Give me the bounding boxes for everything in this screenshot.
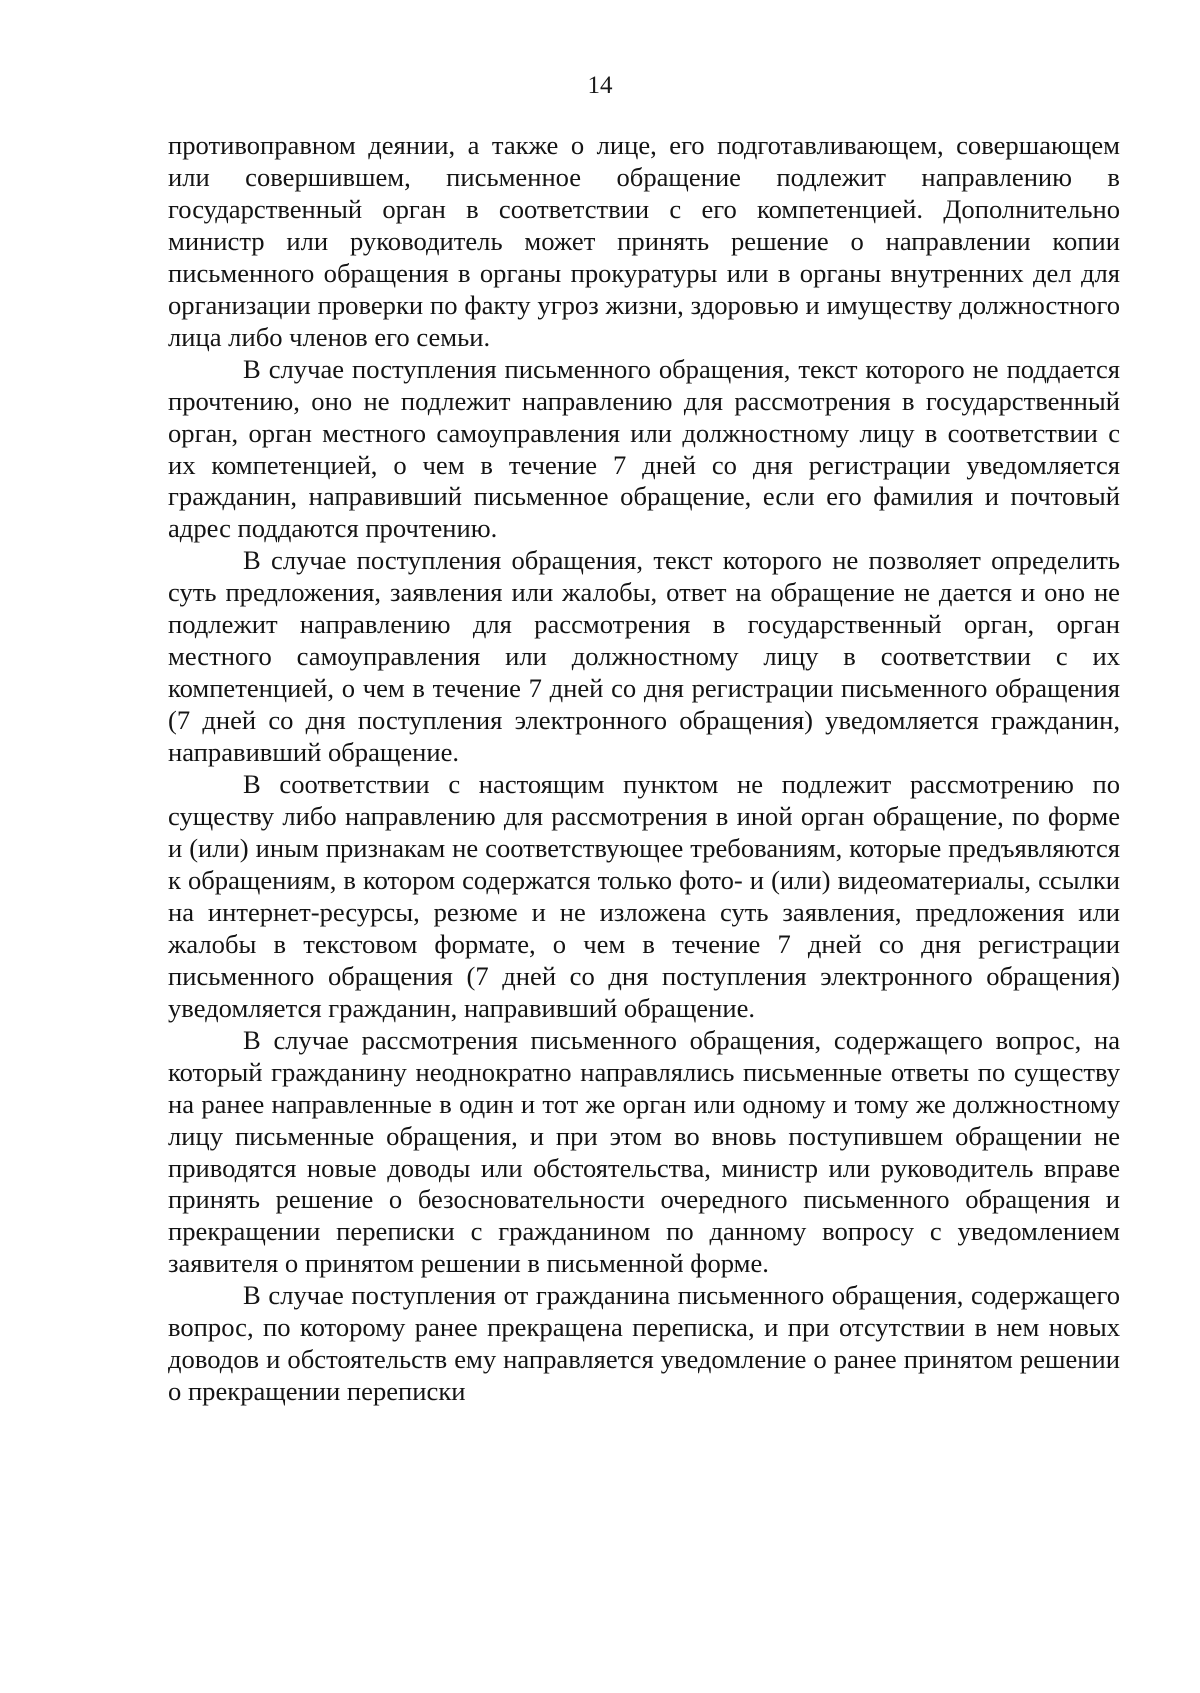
paragraph-unreadable-text: В случае поступления письменного обращения, текст которого не поддается прочтению, оно не подлежит направлению для рассмотрения в государственный орган, орган местного самоуправления или должностному лицу в соответствии с их компетенцией, о чем в течение 7 дней со дня регистрации уведомляется гражданин, направивший письменное обращение, если его фамилия и почтовый адрес поддаются прочтению. [168, 353, 1120, 544]
document-body [168, 130, 1120, 1408]
paragraph-continued: противоправном деянии, а также о лице, его подготавливающем, совершающем или совершившем, письменное обращение подлежит направлению в государственный орган в соответствии с его компетенцией. Дополнительно министр или руководитель может принять решение о направлении копии письменного обращения в органы прокуратуры или в органы внутренних дел для организации проверки по факту угроз жизни, здоровью и имуществу должностного лица либо членов его семьи. [168, 130, 1120, 352]
paragraph-terminated-correspondence: В случае поступления от гражданина письменного обращения, содержащего вопрос, по которому ранее прекращена переписка, и при отсутствии в нем новых доводов и обстоятельств ему направляется уведомление о ранее принятом решении о прекращении переписки [168, 1280, 1120, 1407]
paragraph-repeated-appeal: В случае рассмотрения письменного обращения, содержащего вопрос, на который гражданину неоднократно направлялись письменные ответы по существу на ранее направленные в один и тот же орган или одному и тому же должностному лицу письменные обращения, и при этом во вновь поступившем обращении не приводятся новые доводы или обстоятельства, министр или руководитель вправе принять решение о безосновательности очередного письменного обращения и прекращении переписки с гражданином по данному вопросу с уведомлением заявителя о принятом решении в письменной форме. [168, 1024, 1120, 1279]
paragraph-format-requirements: В соответствии с настоящим пунктом не подлежит рассмотрению по существу либо направлению для рассмотрения в иной орган обращение, по форме и (или) иным признакам не соответствующее требованиям, которые предъявляются к обращениям, в котором содержатся только фото- и (или) видеоматериалы, ссылки на интернет-ресурсы, резюме и не изложена суть заявления, предложения или жалобы в текстовом формате, о чем в течение 7 дней со дня регистрации письменного обращения (7 дней со дня поступления электронного обращения) уведомляется гражданин, направивший обращение. [168, 769, 1120, 1023]
paragraph-undefined-essence: В случае поступления обращения, текст которого не позволяет определить суть предложения, заявления или жалобы, ответ на обращение не дается и оно не подлежит направлению для рассмотрения в государственный орган, орган местного самоуправления или должностному лицу в соответствии с их компетенцией, о чем в течение 7 дней со дня регистрации письменного обращения (7 дней со дня поступления электронного обращения) уведомляется гражданин, направивший обращение. [168, 545, 1120, 768]
page-number: 14 [587, 72, 613, 99]
